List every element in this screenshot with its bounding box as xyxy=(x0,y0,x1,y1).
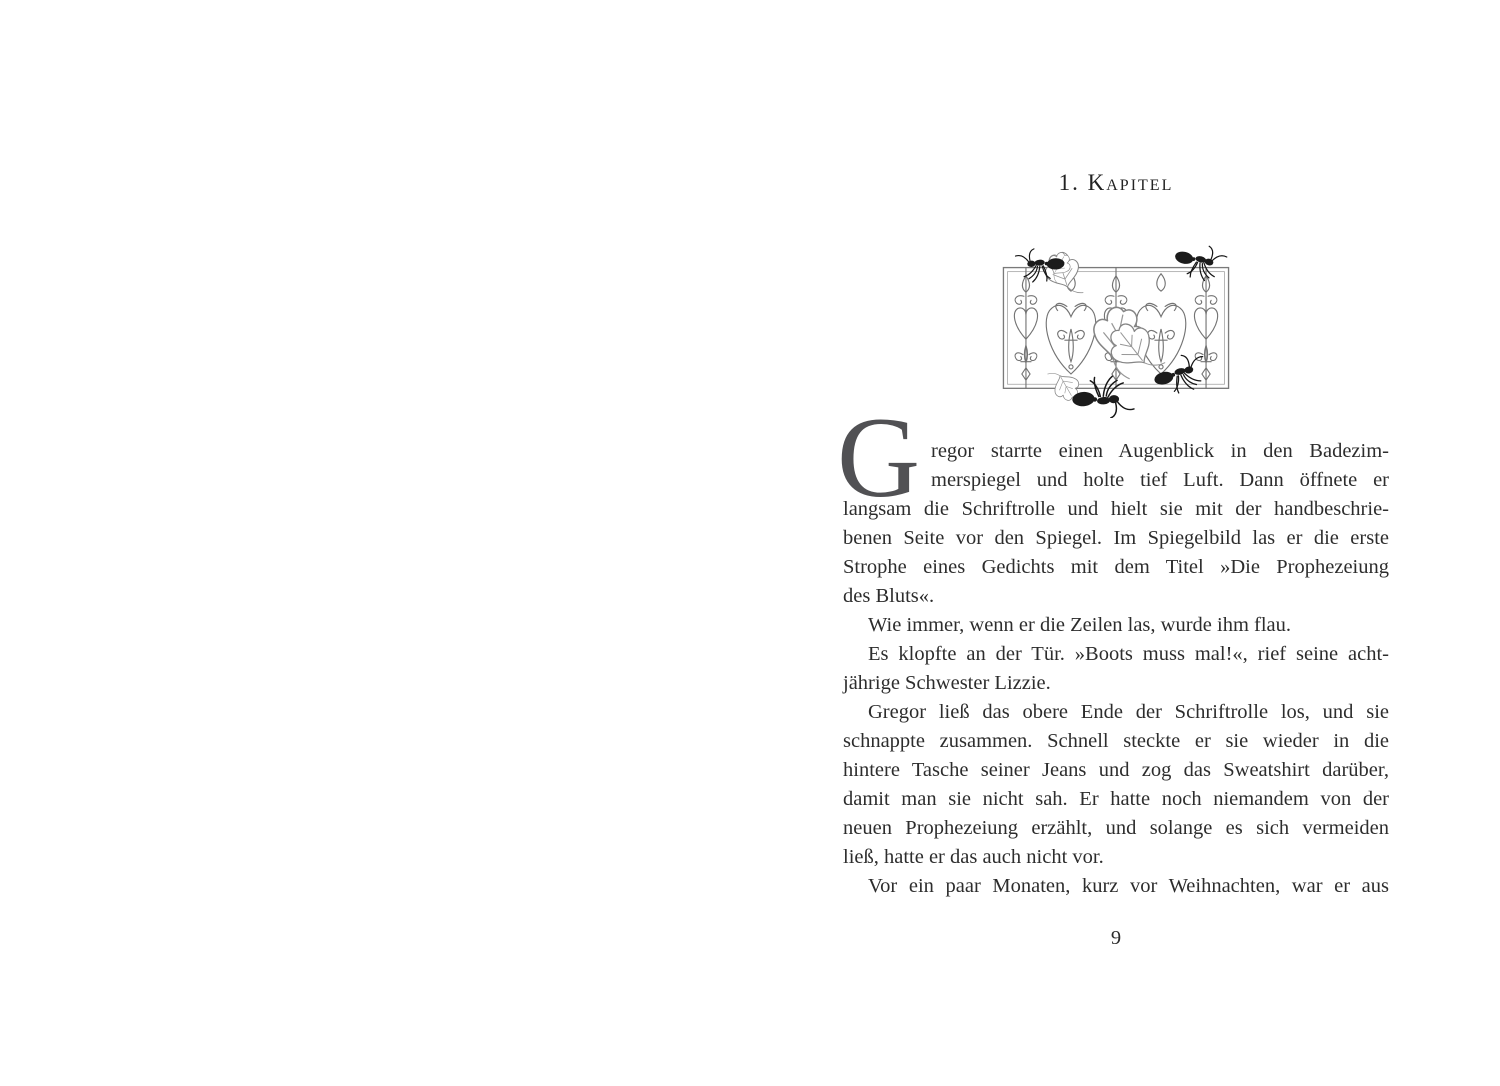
text-line: merspiegel und holte tief Luft. Dann öffnete er xyxy=(931,469,1389,491)
book-page xyxy=(837,0,1389,1086)
chapter-ornament-illustration xyxy=(992,242,1240,418)
text-line: Es klopfte an der Tür. »Boots muss mal!«, rief seine acht- xyxy=(868,643,1389,665)
text-line: ließ, hatte er das auch nicht vor. xyxy=(843,846,1104,868)
page-number: 9 xyxy=(1110,927,1122,949)
text-line: damit man sie nicht sah. Er hatte noch niemandem von der xyxy=(843,788,1389,810)
text-line: Vor ein paar Monaten, kurz vor Weihnachten, war er aus xyxy=(868,875,1389,897)
text-line: neuen Prophezeiung erzählt, und solange es sich vermeiden xyxy=(843,817,1389,839)
text-line: des Bluts«. xyxy=(843,585,935,607)
text-line: Strophe eines Gedichts mit dem Titel »Die Prophezeiung xyxy=(843,556,1389,578)
text-line: Wie immer, wenn er die Zeilen las, wurde ihm flau. xyxy=(868,614,1292,636)
text-line: langsam die Schriftrolle und hielt sie mit der handbeschrie- xyxy=(843,498,1389,520)
text-line: benen Seite vor den Spiegel. Im Spiegelbild las er die erste xyxy=(843,527,1389,549)
chapter-heading: 1. Kapitel xyxy=(1058,170,1174,195)
text-line: Gregor ließ das obere Ende der Schriftrolle los, und sie xyxy=(868,701,1389,723)
text-line: hintere Tasche seiner Jeans und zog das Sweatshirt darüber, xyxy=(843,759,1389,781)
text-line: regor starrte einen Augenblick in den Badezim- xyxy=(931,440,1389,462)
text-line: jährige Schwester Lizzie. xyxy=(843,672,1051,694)
drop-cap: G xyxy=(837,394,921,521)
text-line: schnappte zusammen. Schnell steckte er sie wieder in die xyxy=(843,730,1389,752)
fence-ants-leaves-drawing xyxy=(992,242,1240,418)
body-text-block xyxy=(837,394,1389,901)
